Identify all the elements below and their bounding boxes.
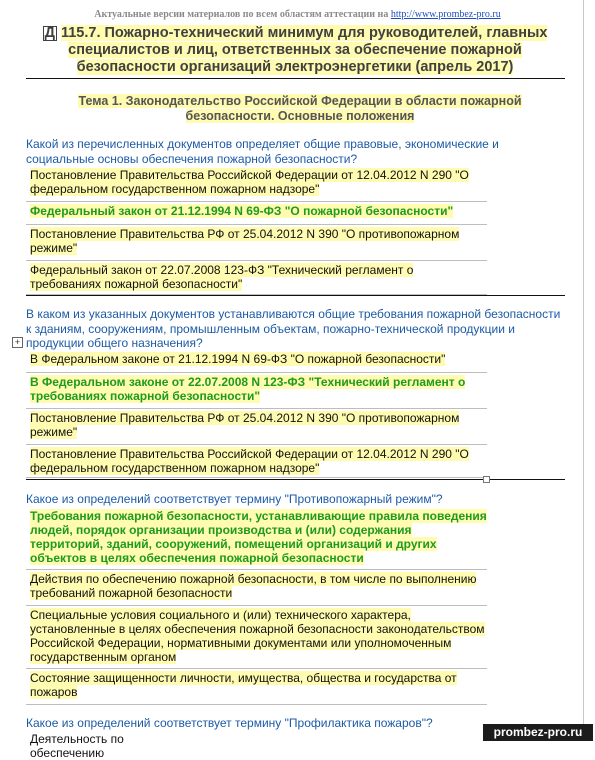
answer-1-3-text: Постановление Правительства РФ от 25.04.2012 N 390 "О противопожарном режиме": [30, 227, 460, 255]
title-divider: [26, 78, 565, 79]
answer-2-1[interactable]: [26, 352, 487, 373]
header-note-text: Актуальные версии материалов по всем областям аттестации на: [94, 9, 389, 20]
section-title-text: Тема 1. Законодательство Российской Федерации в области пожарной безопасности. Основные положения: [78, 94, 522, 123]
answer-1-3[interactable]: [26, 227, 487, 261]
answer-3-3-text: Специальные условия социального и (или) технического характера, установленные в целях обеспечения пожарной безопасности законодательством Российской Федерации, нормативными документами или уполномоченным государственным органом: [30, 608, 485, 664]
answer-1-1-text: Постановление Правительства Российской Федерации от 12.04.2012 N 290 "О федеральном государственном пожарном надзоре": [30, 168, 469, 196]
answer-1-1[interactable]: [26, 168, 487, 202]
answer-3-1-text: Требования пожарной безопасности, устанавливающие правила поведения людей, порядок организации производства и (или) содержания территорий, зданий, сооружений, помещений организаций и других объектов в целях обеспечения пожарной безопасности: [30, 509, 487, 565]
answer-2-3[interactable]: [26, 411, 487, 445]
answer-2-3-text: Постановление Правительства РФ от 25.04.2012 N 390 "О противопожарном режиме": [30, 411, 460, 439]
answer-4-1-text: Деятельность по обеспечению: [30, 732, 124, 760]
answer-2-2-correct[interactable]: [26, 375, 487, 409]
page-edge: [583, 0, 584, 741]
answer-3-1-correct[interactable]: [26, 509, 487, 570]
answer-1-4[interactable]: [26, 263, 487, 295]
paragraph-marker: Д: [44, 25, 55, 41]
answer-1-4-text: Федеральный закон от 22.07.2008 123-ФЗ "Технический регламент о требованиях пожарной безопасности": [30, 263, 414, 291]
answer-2-4[interactable]: [26, 447, 487, 478]
answer-2-2-text: В Федеральном законе от 22.07.2008 N 123-ФЗ "Технический регламент о требованиях пожарной безопасности": [30, 375, 466, 403]
answer-4-1-partial[interactable]: [30, 732, 190, 760]
table-move-handle-icon[interactable]: +: [12, 337, 23, 348]
answer-3-2-text: Действия по обеспечению пожарной безопасности, в том числе по выполнению требований пожарной безопасности: [30, 572, 477, 600]
answer-3-4-text: Состояние защищенности личности, имущества, общества и государства от пожаров: [30, 671, 457, 699]
answer-2-1-text: В Федеральном законе от 21.12.1994 N 69-ФЗ "О пожарной безопасности": [30, 352, 446, 366]
question-1: Какой из перечисленных документов определяет общие правовые, экономические и социальные основы обеспечения пожарной безопасности?: [26, 137, 499, 166]
answer-3-4[interactable]: [26, 671, 487, 705]
table-resize-handle-icon[interactable]: [483, 476, 490, 483]
answer-3-2[interactable]: [26, 572, 487, 606]
question-3: Какое из определений соответствует термину "Противопожарный режим"?: [26, 492, 443, 506]
section-title: [40, 94, 560, 124]
answer-2-4-text: Постановление Правительства Российской Федерации от 12.04.2012 N 290 "О федеральном государственном пожарном надзоре": [30, 447, 469, 475]
watermark: prombez-pro.ru: [483, 724, 593, 741]
question-2: В каком из указанных документов устанавливаются общие требования пожарной безопасности к зданиям, сооружениям, промышленным объектам, пожарно-технической продукции и продукции общего назначения?: [26, 307, 561, 350]
document-title: [28, 25, 562, 76]
question-4: Какое из определений соответствует термину "Профилактика пожаров"?: [26, 716, 433, 730]
header-note: [0, 9, 595, 20]
answer-1-2-correct[interactable]: [26, 204, 487, 225]
document-title-text: 115.7. Пожарно-технический минимум для руководителей, главных специалистов и лиц, ответственных за обеспечение пожарной безопасности организаций электроэнергетики (апрель 2017): [60, 25, 548, 75]
site-link[interactable]: http://www.prombez-pro.ru: [390, 9, 501, 20]
answer-1-2-text: Федеральный закон от 21.12.1994 N 69-ФЗ "О пожарной безопасности": [30, 204, 454, 218]
answer-3-3[interactable]: [26, 608, 487, 669]
question-1-divider: [26, 295, 565, 296]
